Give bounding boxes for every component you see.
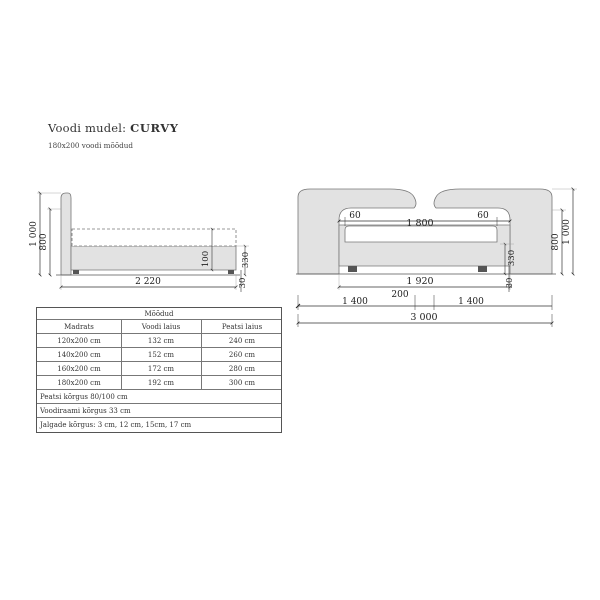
table-cell: 280 cm (228, 364, 256, 373)
table-row (37, 334, 281, 348)
side-dim-leg-height: 30 (238, 277, 248, 289)
table-note: Jalgade kõrgus: 3 cm, 12 cm, 15cm, 17 cm (40, 421, 192, 430)
table-cell: 240 cm (228, 336, 256, 345)
table-cell: 160x200 cm (57, 364, 101, 373)
table-cell: 172 cm (147, 364, 175, 373)
side-leg (73, 270, 79, 274)
table-cell: 180x200 cm (57, 378, 101, 387)
table-row (37, 362, 281, 376)
table-header-bed-width: Voodi laius (141, 322, 181, 331)
model-prefix: Voodi mudel: (48, 121, 131, 135)
table-note-row (37, 418, 281, 432)
front-dim-side-left: 1 400 (342, 297, 368, 307)
table-title-row (37, 308, 281, 320)
table-row (37, 376, 281, 390)
table-row (37, 348, 281, 362)
table-note: Voodiraami kõrgus 33 cm (40, 406, 131, 415)
table-cell: 120x200 cm (57, 336, 101, 345)
front-leg (348, 266, 357, 272)
side-headboard (61, 193, 71, 275)
model-subtitle: 180x200 voodi mõõdud (48, 141, 133, 150)
table-cell: 152 cm (147, 350, 175, 359)
model-name: CURVY (130, 121, 179, 135)
table-cell: 132 cm (147, 336, 175, 345)
front-dim-total-width: 3 000 (410, 312, 438, 323)
side-dim-mattress: 100 (201, 250, 211, 268)
side-dim-length: 2 220 (135, 277, 161, 287)
table-header-mattress: Madrats (64, 322, 94, 331)
front-leg (478, 266, 487, 272)
table-note-row (37, 390, 281, 404)
table-note-row (37, 404, 281, 418)
front-dim-frame-height: 330 (507, 249, 517, 267)
side-dim-height-headboard: 800 (39, 233, 49, 251)
side-leg (228, 270, 234, 274)
side-bed-frame (71, 246, 236, 270)
side-dim-height-total: 1 000 (29, 221, 39, 247)
front-dim-total-height: 1 000 (562, 219, 572, 245)
dimensions-table (36, 307, 282, 433)
front-dim-headboard-height: 800 (551, 233, 561, 251)
front-view (296, 189, 577, 327)
front-dim-inner-left: 60 (349, 211, 361, 221)
front-dim-side-right: 1 400 (458, 297, 484, 307)
front-dim-frame-width: 1 920 (406, 276, 434, 287)
front-dim-inner-right: 60 (477, 211, 489, 221)
table-cell: 192 cm (147, 378, 175, 387)
side-dim-frame-height: 330 (241, 251, 251, 269)
front-dim-leg-height: 30 (505, 277, 515, 289)
front-dim-inner-width: 1 800 (406, 218, 434, 229)
table-note: Peatsi kõrgus 80/100 cm (40, 392, 128, 401)
table-cell: 140x200 cm (57, 350, 101, 359)
table-title: Mõõdud (144, 309, 174, 318)
table-header-headboard-width: Peatsi laius (221, 322, 263, 331)
side-mattress (72, 229, 236, 246)
table-header-row (37, 320, 281, 334)
table-cell: 300 cm (228, 378, 256, 387)
front-dim-gap: 200 (391, 290, 409, 300)
side-view (29, 193, 251, 292)
table-cell: 260 cm (228, 350, 256, 359)
